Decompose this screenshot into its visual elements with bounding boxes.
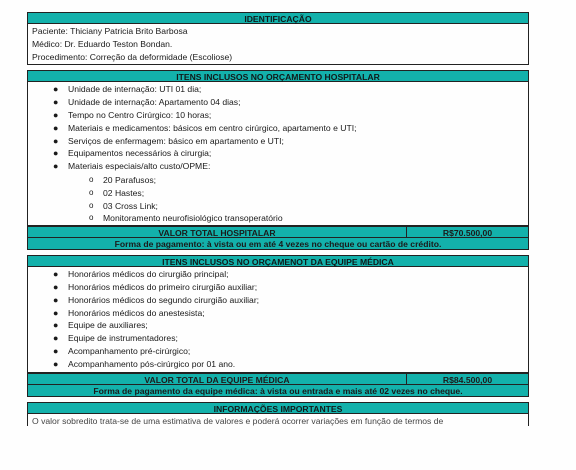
important-info-header: INFORMAÇÕES IMPORTANTES xyxy=(27,402,529,414)
hospital-total-value: R$70.500,00 xyxy=(442,228,493,239)
list-item: ● Unidade de internação: Apartamento 04 dias; xyxy=(53,97,241,108)
bullet-icon: ● xyxy=(53,84,59,95)
bullet-icon: ● xyxy=(53,269,59,280)
budget-document xyxy=(27,12,529,426)
list-item: ● Honorários médicos do segundo cirurgião auxiliar; xyxy=(53,294,260,305)
bullet-icon: ● xyxy=(53,320,59,331)
bullet-icon: ● xyxy=(53,358,59,369)
list-item: ● Equipe de auxiliares; xyxy=(53,320,148,331)
circle-bullet-icon: o xyxy=(89,174,94,184)
medical-team-section xyxy=(27,267,529,372)
bullet-icon: ● xyxy=(53,161,59,172)
bullet-icon: ● xyxy=(53,345,59,356)
list-item: ● Tempo no Centro Cirúrgico: 10 horas; xyxy=(53,109,212,120)
bullet-icon: ● xyxy=(53,135,59,146)
list-item: ● Honorários médicos do cirurgião principal; xyxy=(53,269,229,280)
patient-line: Paciente: Thiciany Patricia Brito Barbosa xyxy=(32,26,188,36)
list-item: ● Serviços de enfermagem: básico em apartamento e UTI; xyxy=(53,135,284,146)
hospital-total-row xyxy=(27,226,529,238)
medical-team-total-label: VALOR TOTAL DA EQUIPE MÉDICA xyxy=(28,374,407,384)
circle-bullet-icon: o xyxy=(89,187,94,197)
list-item: ● Equipamentos necessários à cirurgia; xyxy=(53,148,212,159)
hospital-total-label: VALOR TOTAL HOSPITALAR xyxy=(28,227,407,237)
bullet-icon: ● xyxy=(53,281,59,292)
medical-team-total-row xyxy=(27,373,529,385)
doctor-line: Médico: Dr. Eduardo Teston Bondan. xyxy=(32,38,173,49)
bullet-icon: ● xyxy=(53,97,59,108)
identification-header: IDENTIFICAÇÃO xyxy=(27,12,529,24)
list-item: ● Acompanhamento pós-cirúrgico por 01 ano. xyxy=(53,358,236,369)
list-item: ● Unidade de internação: UTI 01 dia; xyxy=(53,84,202,95)
bullet-icon: ● xyxy=(53,148,59,159)
list-item: ● Equipe de instrumentadores; xyxy=(53,333,178,344)
identification-section xyxy=(27,24,529,65)
list-item: ● Materiais especiais/alto custo/OPME: xyxy=(53,161,211,172)
bullet-icon: ● xyxy=(53,122,59,133)
circle-bullet-icon: o xyxy=(89,213,94,223)
bullet-icon: ● xyxy=(53,294,59,305)
circle-bullet-icon: o xyxy=(89,200,94,210)
sub-list-item: o 02 Hastes; xyxy=(89,187,145,198)
bullet-icon: ● xyxy=(53,333,59,344)
list-item: ● Acompanhamento pré-cirúrgico; xyxy=(53,345,191,356)
list-item: ● Honorários médicos do anestesista; xyxy=(53,307,205,318)
procedure-line: Procedimento: Correção da deformidade (Escoliose) xyxy=(32,51,233,62)
bullet-icon: ● xyxy=(53,109,59,120)
bullet-icon: ● xyxy=(53,307,59,318)
hospital-items-header: ITENS INCLUSOS NO ORÇAMENTO HOSPITALAR xyxy=(27,70,529,82)
hospital-items-section xyxy=(27,82,529,226)
sub-list-item: o 03 Cross Link; xyxy=(89,200,158,211)
medical-team-total-value: R$84.500,00 xyxy=(442,374,493,385)
medical-team-payment-terms: Forma de pagamento da equipe médica: à vista ou entrada e mais até 02 vezes no cheque. xyxy=(27,385,529,397)
important-info-text: O valor sobredito trata-se de uma estimativa de valores e poderá ocorrer variações em função de termos de xyxy=(27,414,529,426)
sub-list-item: o 20 Parafusos; xyxy=(89,174,157,185)
hospital-payment-terms: Forma de pagamento: à vista ou em até 4 vezes no cheque ou cartão de crédito. xyxy=(27,238,529,250)
medical-team-header: ITENS INCLUSOS NO ORÇAMENOT DA EQUIPE MÉDICA xyxy=(27,255,529,267)
sub-list-item: o Monitoramento neurofisiológico transoperatório xyxy=(89,213,283,224)
list-item: ● Materiais e medicamentos: básicos em centro cirúrgico, apartamento e UTI; xyxy=(53,122,357,133)
list-item: ● Honorários médicos do primeiro cirurgião auxiliar; xyxy=(53,281,258,292)
